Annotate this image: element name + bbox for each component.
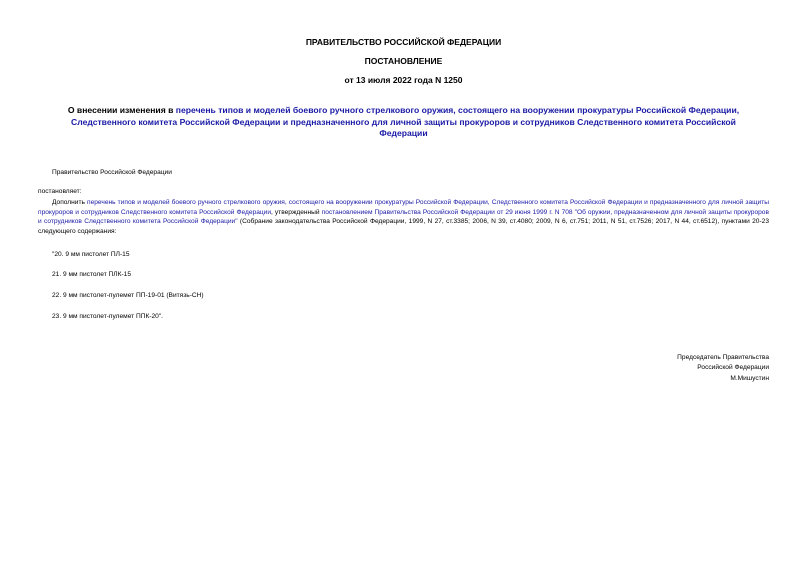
subject-prefix: О внесении изменения в [67,105,176,115]
list-item-22: 22. 9 мм пистолет-пулемет ПП-19-01 (Витязь-СН) [52,292,204,299]
subject-link[interactable]: перечень типов и моделей боевого ручного стрелкового оружия, состоящего на вооружении прокуратуры Российской Федерации, Следственного комитета Российской Федерации и предназначенного для личной защиты прокуроров и сотрудников Следственного комитета Российской Федерации [71,105,740,138]
para-prefix: Дополнить [52,199,88,206]
list-item-21: 21. 9 мм пистолет ПЛК-15 [52,271,131,278]
signature-name: М.Мишустин [730,375,769,382]
resolution-link[interactable]: постановлением Правительства Российской Федерации от 29 июня 1999 г. N 708 "Об оружии, предназначенном для личной защиты прокуроров и сотрудников Следственного комитета Российской Федерации" [38,208,769,225]
para-suffix: (Собрание законодательства Российской Федерации, 1999, N 27, ст.3385; 2006, N 39, ст.4080; 2009, N 6, ст.751; 2011, N 51, ст.7526; 2017, N 44, ст.6512), пунктами 20-23 следующего содержания: [38,218,769,235]
document-date-number: от 13 июля 2022 года N 1250 [344,75,463,85]
decides-line: постановляет: [38,188,82,195]
government-title: ПРАВИТЕЛЬСТВО РОССИЙСКОЙ ФЕДЕРАЦИИ [305,37,502,47]
document-type: ПОСТАНОВЛЕНИЕ [364,56,443,66]
list-item-20: "20. 9 мм пистолет ПЛ-15 [52,251,130,258]
signature-title-1: Председатель Правительства [677,354,769,361]
main-paragraph [38,198,769,236]
list-link[interactable]: перечень типов и моделей боевого ручного стрелкового оружия, состоящего на вооружении прокуратуры Российской Федерации, Следственного комитета Российской Федерации и предназначенного для личной защиты прокуроров и сотрудников Следственного комитета Российской Федерации [38,199,769,216]
document-subject [50,105,757,140]
signature-title-2: Российской Федерации [697,364,769,371]
list-item-23: 23. 9 мм пистолет-пулемет ППК-20". [52,313,164,320]
government-line: Правительство Российской Федерации [52,169,172,176]
para-mid: , утвержденный [271,208,322,216]
